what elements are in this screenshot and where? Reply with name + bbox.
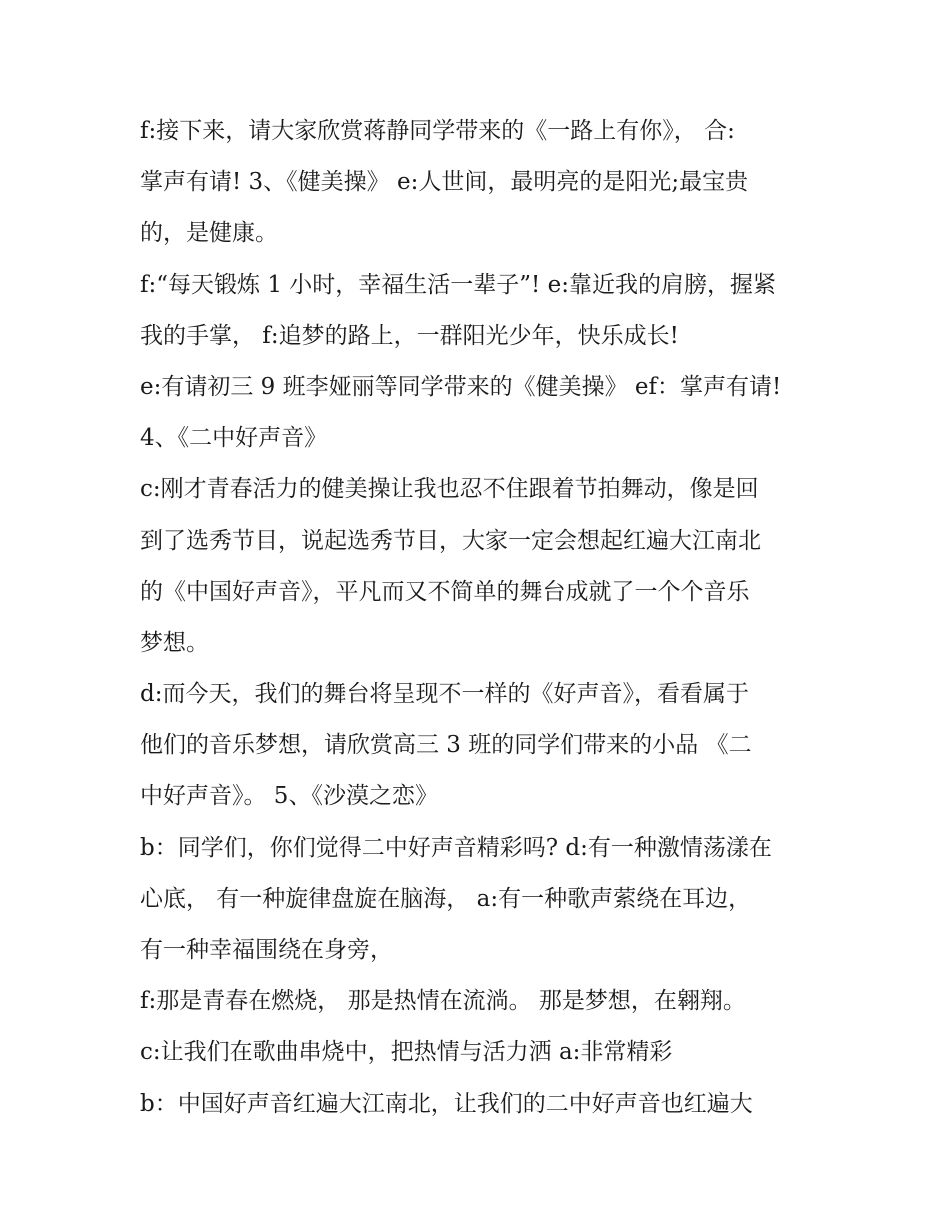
- text-line: 心底， 有一种旋律盘旋在脑海， a:有一种歌声萦绕在耳边，: [140, 885, 752, 912]
- document-body: [140, 112, 820, 1136]
- text-line: f:接下来，请大家欣赏蒋静同学带来的《一路上有你》， 合:: [140, 118, 735, 144]
- text-line: 他们的音乐梦想，请欣赏高三 3 班的同学们带来的小品 《二: [140, 732, 752, 759]
- text-line: 到了选秀节目，说起选秀节目，大家一定会想起红遍大江南北: [140, 527, 761, 554]
- text-line: e:有请初三 9 班李娅丽等同学带来的《健美操》 ef：掌声有请!: [140, 373, 782, 400]
- text-line: b：同学们，你们觉得二中好声音精彩吗? d:有一种激情荡漾在: [140, 834, 772, 861]
- text-line: b：中国好声音红遍大江南北，让我们的二中好声音也红遍大: [140, 1090, 753, 1117]
- text-line: 的《中国好声音》，平凡而又不简单的舞台成就了一个个音乐: [140, 578, 750, 605]
- text-line: c:让我们在歌曲串烧中，把热情与活力洒 a:非常精彩: [140, 1039, 673, 1066]
- text-line: 我的手掌， f:追梦的路上，一群阳光少年，快乐成长!: [140, 322, 679, 349]
- text-line: f:“每天锻炼 1 小时，幸福生活一辈子”! e:靠近我的肩膀，握紧: [140, 271, 776, 298]
- text-line: 4、《二中好声音》: [140, 425, 328, 452]
- text-line: 掌声有请! 3、《健美操》 e:人世间，最明亮的是阳光;最宝贵: [140, 169, 749, 196]
- text-line: 梦想。: [140, 629, 209, 656]
- text-line: d:而今天，我们的舞台将呈现不一样的《好声音》，看看属于: [140, 681, 749, 708]
- text-line: f:那是青春在燃烧， 那是热情在流淌。 那是梦想，在翱翔。: [140, 988, 746, 1015]
- text-line: c:刚才青春活力的健美操让我也忍不住跟着节拍舞动，像是回: [140, 476, 759, 503]
- text-line: 有一种幸福围绕在身旁，: [140, 937, 393, 963]
- text-line: 中好声音》。 5、《沙漠之恋》: [140, 783, 438, 810]
- text-line: 的，是健康。: [140, 220, 278, 247]
